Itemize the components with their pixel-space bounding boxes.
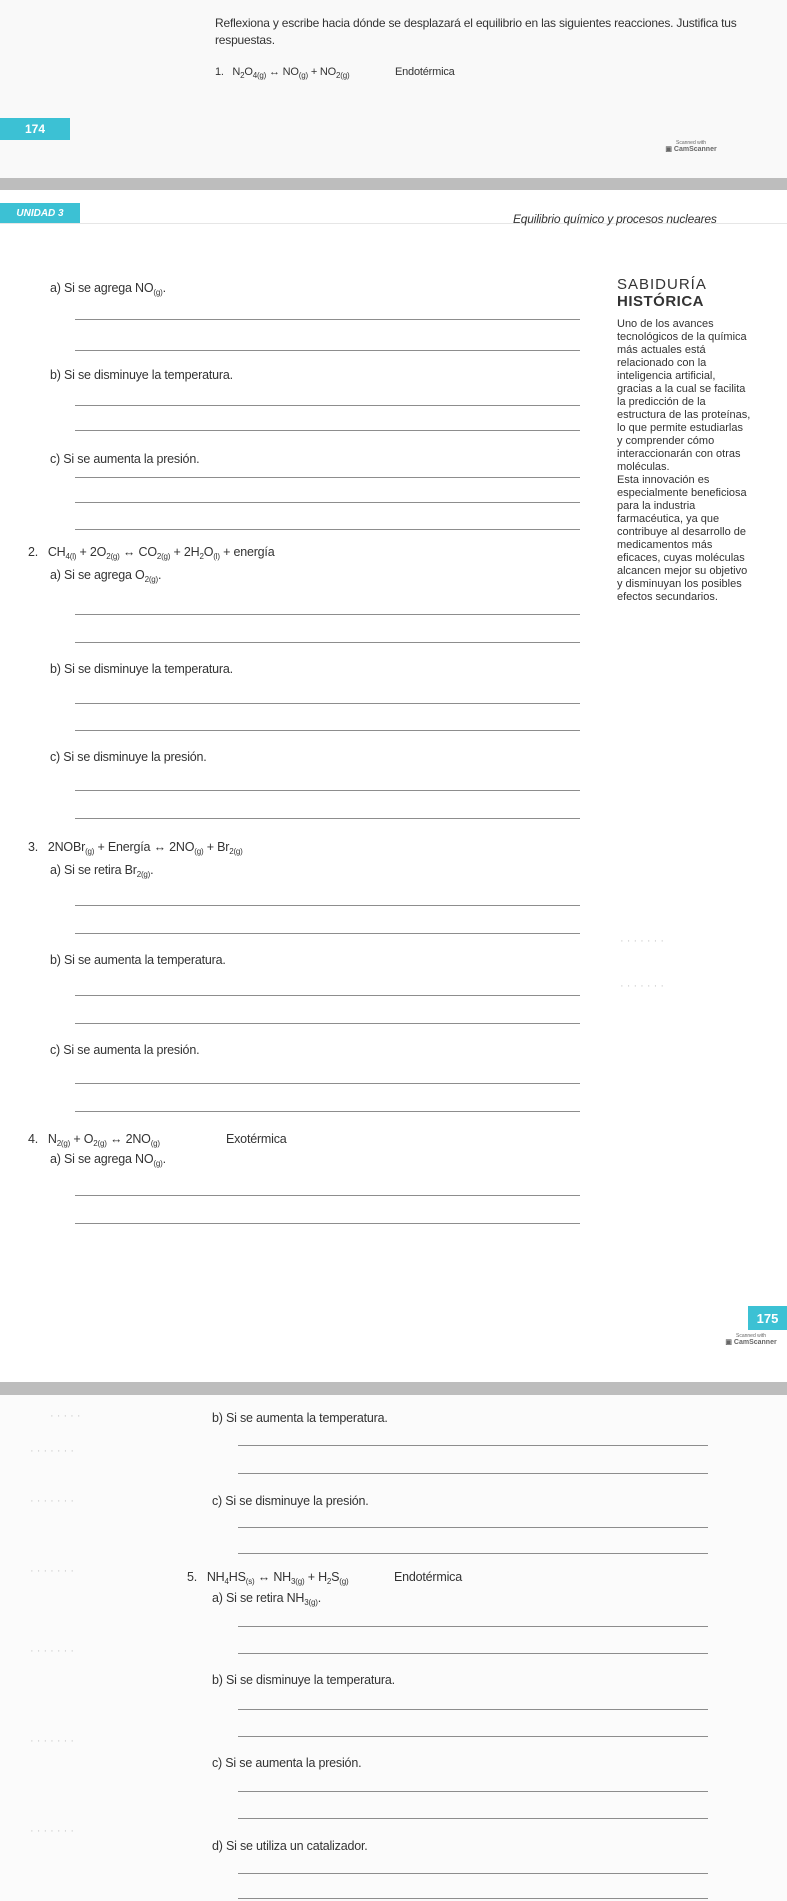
r2-question-c: c) Si se disminuye la presión.: [50, 750, 207, 764]
r5-question-b: b) Si se disminuye la temperatura.: [212, 1673, 395, 1687]
camscanner-watermark-2: [718, 1333, 784, 1347]
sidebar-line: relacionado con la: [617, 357, 707, 369]
reaction-5-equation: [187, 1570, 348, 1586]
instructions-line-2: respuestas.: [215, 33, 275, 47]
reaction-3-number: 3.: [28, 840, 39, 854]
answer-line: [75, 1195, 580, 1196]
answer-line: [75, 818, 580, 819]
bleed-through-text: · · · · · · ·: [30, 1735, 74, 1747]
answer-line: [238, 1626, 708, 1627]
r1a-label: a) Si se agrega NO: [50, 281, 154, 295]
answer-line: [75, 529, 580, 530]
camscanner-logo-icon: ▣: [665, 146, 672, 153]
scanner-name-label: [660, 146, 722, 154]
answer-line: [238, 1709, 708, 1710]
r4-question-b: b) Si se aumenta la temperatura.: [212, 1411, 388, 1425]
sidebar-line: la predicción de la: [617, 396, 706, 408]
reaction-4-formula: $N_{2(g)} + O_{2(g)}$ ↔ $2NO_{(g)}$: [41, 1132, 160, 1148]
reaction-2-formula: $CH_{4(l)} + 2O_{2(g)}$ ↔ $CO_{2(g)} + 2H_2O_{(l)}$: [41, 545, 220, 561]
r3-question-a: a) Si se retira $Br_{2(g)}$.: [50, 863, 154, 879]
answer-line: [75, 933, 580, 934]
page-175: [0, 190, 787, 1382]
answer-line: [238, 1791, 708, 1792]
scanner-name-text: CamScanner: [673, 146, 717, 153]
r3-question-b: b) Si se aumenta la temperatura.: [50, 953, 226, 967]
sidebar-line: lo que permite estudiarlas: [617, 422, 743, 434]
sidebar-title-line-2: HISTÓRICA: [617, 293, 704, 310]
reaction-5-type: Endotérmica: [394, 1570, 462, 1584]
sidebar-line: Uno de los avances: [617, 318, 714, 330]
bleed-through-text: · · · · · · ·: [30, 1445, 74, 1457]
r5-question-c: c) Si se aumenta la presión.: [212, 1756, 362, 1770]
section-title: Equilibrio químico y procesos nucleares: [513, 212, 717, 226]
answer-line: [75, 642, 580, 643]
reaction-3-formula-left: 2NOBr$_{(g)}$: [41, 840, 95, 856]
reaction-4-number: 4.: [28, 1132, 39, 1146]
answer-line: [75, 430, 580, 431]
sidebar-line: interaccionarán con otras: [617, 448, 741, 460]
sidebar-line: eficaces, cuyas moléculas: [617, 552, 745, 564]
sidebar-line: contribuye al desarrollo de: [617, 526, 747, 538]
answer-line: [238, 1553, 708, 1554]
r1-question-a: a) Si se agrega $NO_{(g)}$.: [50, 281, 166, 297]
sidebar-line: efectos secundarios.: [617, 591, 718, 603]
page-number-175: 175: [748, 1306, 787, 1330]
r2-question-b: b) Si se disminuye la temperatura.: [50, 662, 233, 676]
scanner-name-text: CamScanner: [733, 1339, 777, 1346]
sidebar-line: inteligencia artificial,: [617, 370, 716, 382]
answer-line: [238, 1473, 708, 1474]
answer-line: [75, 703, 580, 704]
reaction-1-type: Endotérmica: [395, 66, 455, 78]
reaction-2-energy: + energía: [223, 545, 275, 559]
bleed-through-text: · · · · · · ·: [30, 1565, 74, 1577]
answer-line: [75, 1223, 580, 1224]
sidebar-line: especialmente beneficiosa: [617, 487, 747, 499]
bleed-through-text: · · · · ·: [50, 1410, 81, 1422]
bleed-through-text: · · · · · · ·: [620, 980, 664, 992]
answer-line: [238, 1873, 708, 1874]
answer-line: [238, 1736, 708, 1737]
reaction-2-number: 2.: [28, 545, 39, 559]
r1-question-b: b) Si se disminuye la temperatura.: [50, 368, 233, 382]
answer-line: [75, 477, 580, 478]
page-bottom: [0, 1395, 787, 1901]
answer-line: [75, 1111, 580, 1112]
bleed-through-text: · · · · · · ·: [620, 935, 664, 947]
answer-line: [75, 905, 580, 906]
answer-line: [75, 1023, 580, 1024]
r4-question-c: c) Si se disminuye la presión.: [212, 1494, 369, 1508]
sidebar-line: farmacéutica, ya que: [617, 513, 720, 525]
unit-label: UNIDAD 3: [0, 203, 80, 223]
r1-question-c: c) Si se aumenta la presión.: [50, 452, 200, 466]
bleed-through-margin: [20, 1405, 160, 1895]
reaction-5-formula: $NH_4HS_{(s)}$ ↔ $NH_{3(g)} + H_2S_{(g)}$: [200, 1570, 349, 1586]
sidebar-line: moléculas.: [617, 461, 670, 473]
scanner-sub-label: Scanned with: [735, 1333, 767, 1339]
reaction-3-formula-right: ↔ $2NO_{(g)} + Br_{2(g)}$: [153, 840, 243, 856]
r5-question-a: a) Si se retira $NH_{3(g)}$.: [212, 1591, 321, 1607]
answer-line: [75, 350, 580, 351]
r3-question-c: c) Si se aumenta la presión.: [50, 1043, 200, 1057]
reaction-4-type: Exotérmica: [226, 1132, 287, 1146]
scanner-name-label: [718, 1339, 784, 1347]
sidebar-line: y comprender cómo: [617, 435, 715, 447]
answer-line: [238, 1818, 708, 1819]
answer-line: [75, 614, 580, 615]
historical-wisdom-sidebar: [617, 277, 782, 604]
page-number-174: 174: [0, 118, 70, 140]
instructions-line-1: Reflexiona y escribe hacia dónde se desplazará el equilibrio en las siguientes reacciones. Justifica tus: [215, 16, 737, 30]
bleed-through-text: · · · · · · ·: [30, 1495, 74, 1507]
reaction-1-equation: [215, 66, 349, 80]
r4-question-a: a) Si se agrega $NO_{(g)}$.: [50, 1152, 166, 1168]
sidebar-line: medicamentos más: [617, 539, 713, 551]
answer-line: [238, 1898, 708, 1899]
r2-question-a: a) Si se agrega $O_{2(g)}$.: [50, 568, 162, 584]
r2a-label: a) Si se agrega O: [50, 568, 145, 582]
reaction-3-equation: [28, 840, 243, 856]
sidebar-line: estructura de las proteínas,: [617, 409, 751, 421]
answer-line: [75, 730, 580, 731]
reaction-1-number: 1.: [215, 66, 224, 78]
r4a-label: a) Si se agrega NO: [50, 1152, 154, 1166]
sidebar-line: más actuales está: [617, 344, 706, 356]
sidebar-line: para la industria: [617, 500, 696, 512]
sidebar-line: Esta innovación es: [617, 474, 710, 486]
scanner-sub-label: Scanned with: [675, 140, 707, 146]
answer-line: [75, 995, 580, 996]
r3a-label: a) Si se retira Br: [50, 863, 137, 877]
bleed-through-text: · · · · · · ·: [30, 1645, 74, 1657]
sidebar-title-line-1: SABIDURÍA: [617, 276, 707, 293]
answer-line: [238, 1527, 708, 1528]
answer-line: [75, 790, 580, 791]
answer-line: [238, 1653, 708, 1654]
bleed-through-text: · · · · · · ·: [30, 1825, 74, 1837]
sidebar-body: [617, 318, 782, 604]
reaction-1-formula: $N_2O_{4(g)}$ ↔ $NO_{(g)} + NO_{2(g)}$: [226, 66, 350, 80]
sidebar-line: alcancen mejor su objetivo: [617, 565, 748, 577]
camscanner-logo-icon: ▣: [725, 1339, 732, 1346]
camscanner-watermark-1: [660, 140, 722, 154]
reaction-3-energy: + Energía: [97, 840, 151, 854]
sidebar-line: gracias a la cual se facilita: [617, 383, 746, 395]
sidebar-line: tecnológicos de la química: [617, 331, 747, 343]
page-top: [0, 0, 787, 178]
reaction-5-number: 5.: [187, 1570, 198, 1584]
answer-line: [75, 319, 580, 320]
answer-line: [238, 1445, 708, 1446]
answer-line: [75, 1083, 580, 1084]
r5-question-d: d) Si se utiliza un catalizador.: [212, 1839, 368, 1853]
answer-line: [75, 405, 580, 406]
reaction-2-equation: [28, 545, 274, 561]
answer-line: [75, 502, 580, 503]
sidebar-line: y disminuyan los posibles: [617, 578, 742, 590]
reaction-4-equation: [28, 1132, 160, 1148]
r5a-label: a) Si se retira NH: [212, 1591, 305, 1605]
